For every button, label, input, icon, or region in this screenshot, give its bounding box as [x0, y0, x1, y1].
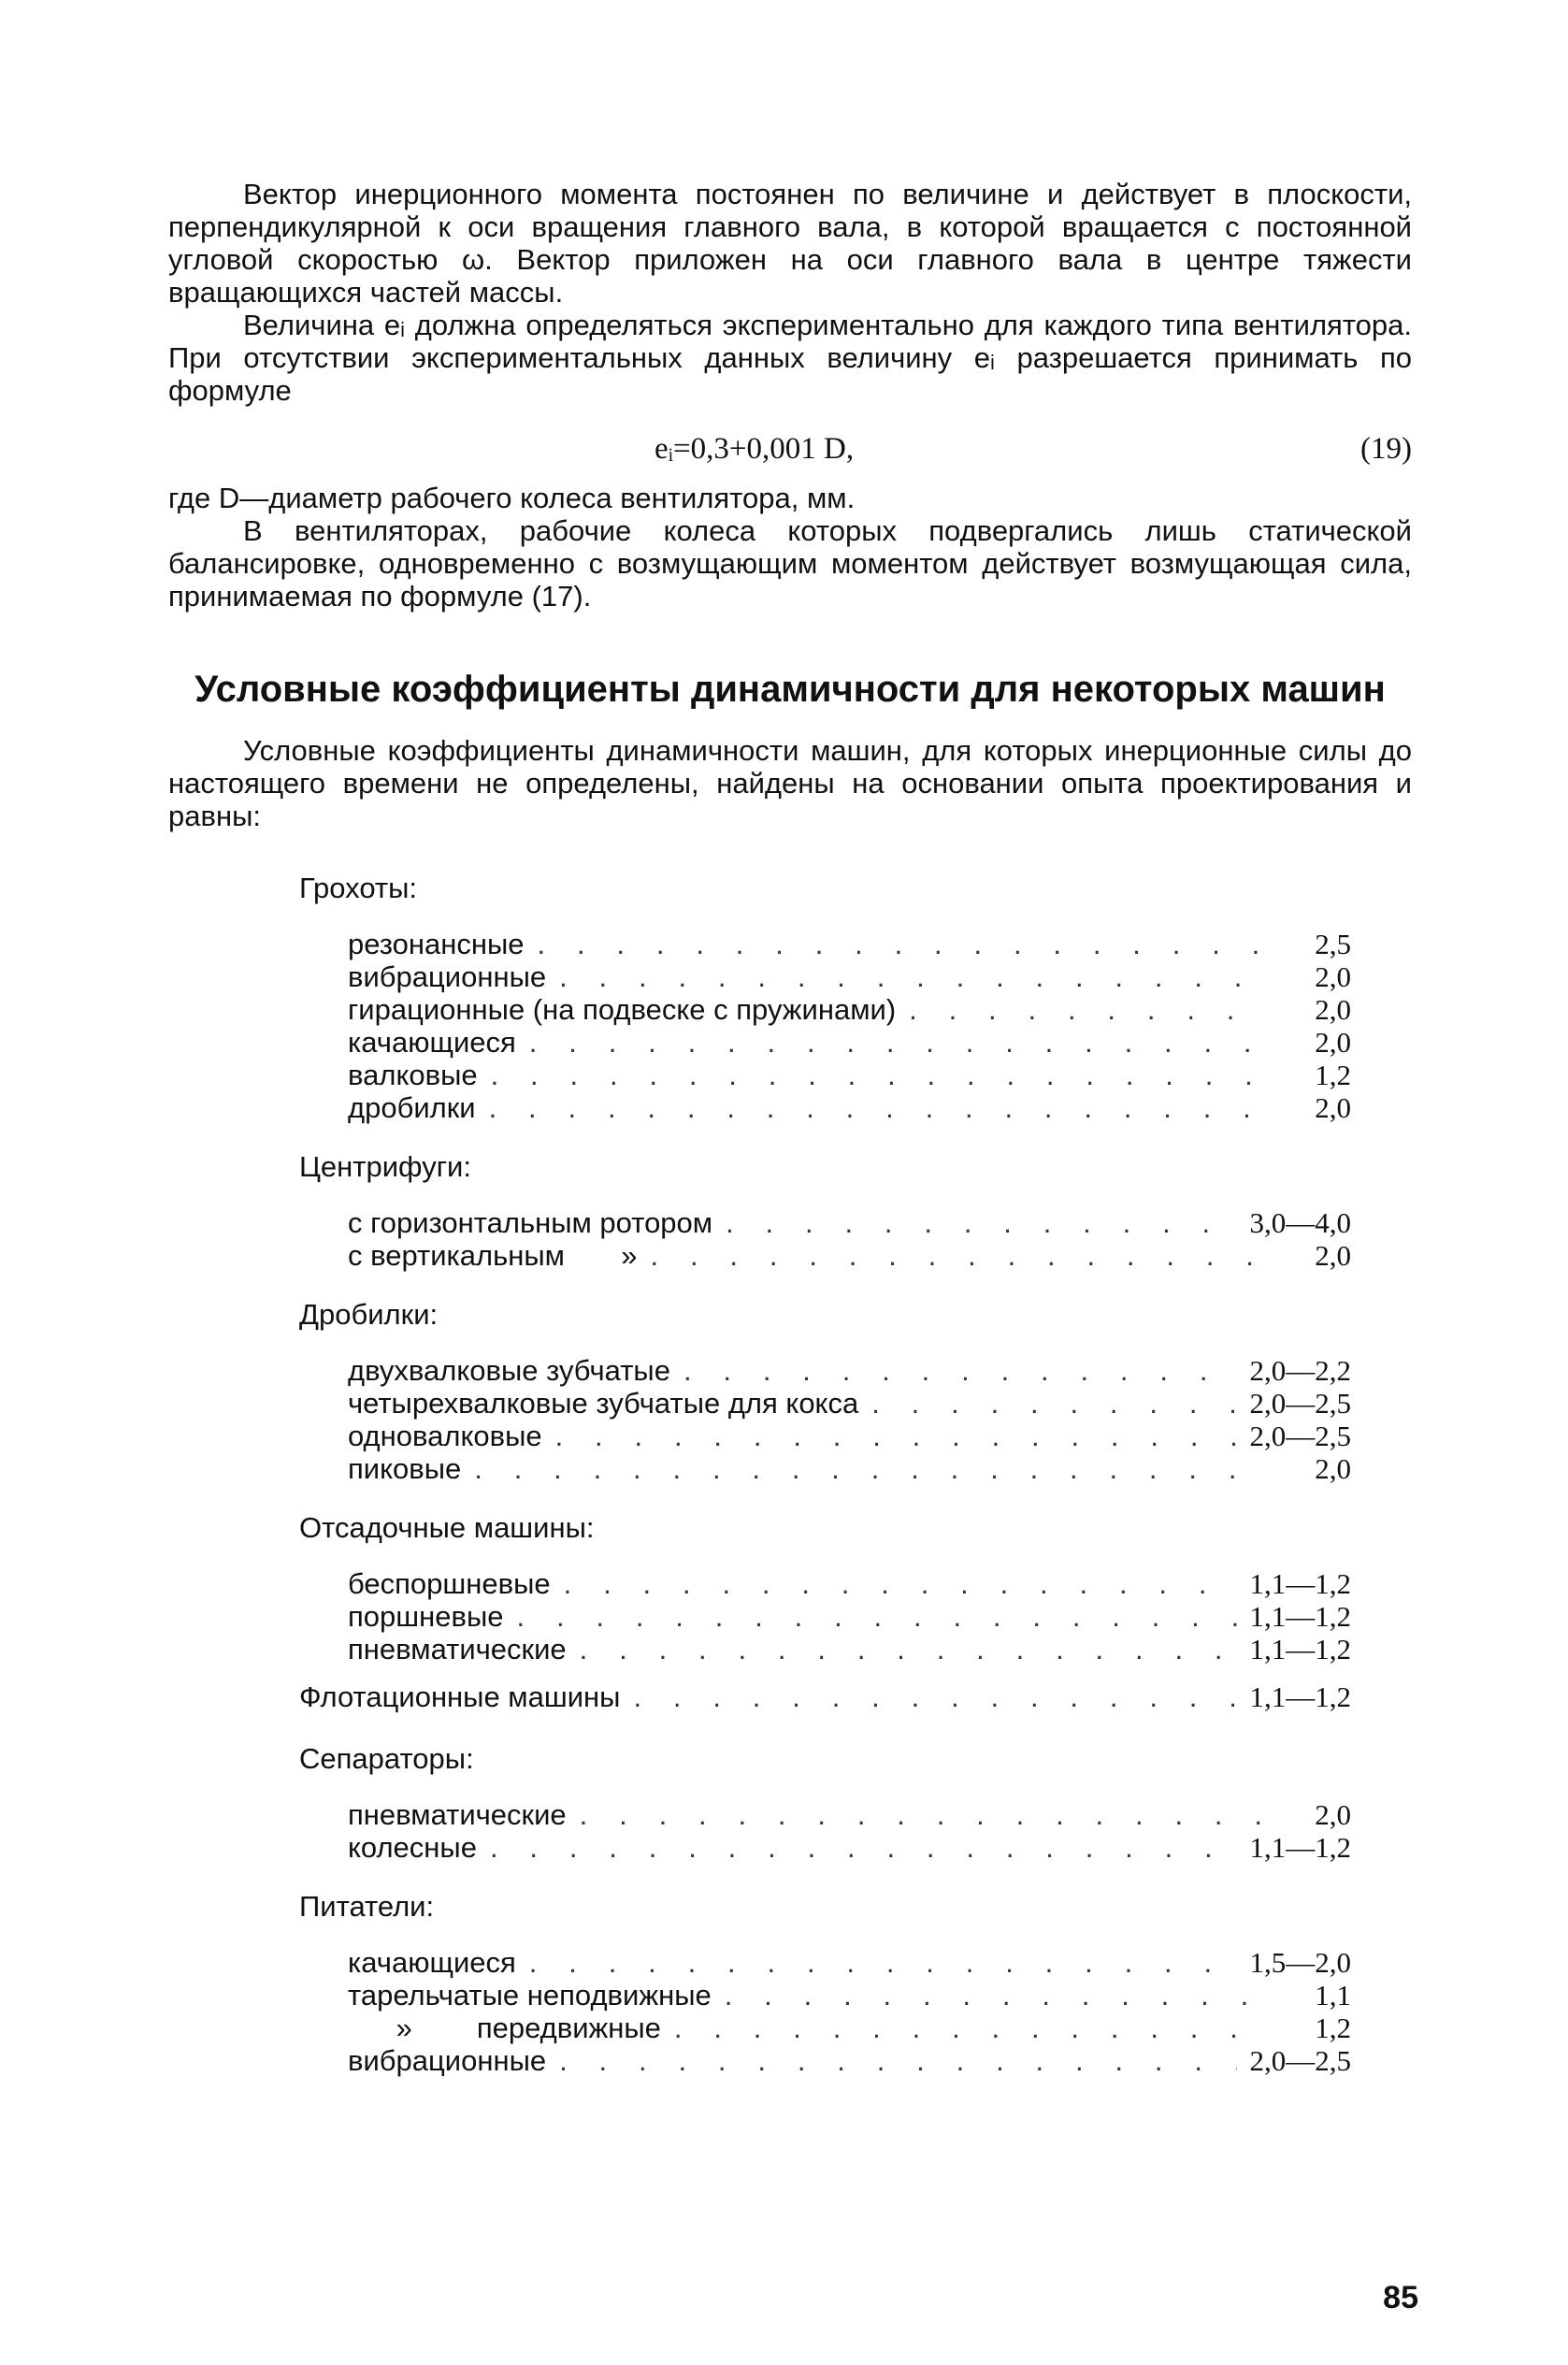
- item-value: 2,5: [1315, 928, 1351, 960]
- item-value: 1,1—1,2: [1249, 1680, 1351, 1713]
- item-value: 1,2: [1315, 2012, 1351, 2044]
- category-title-feeders: Питатели:: [299, 1890, 435, 1923]
- item-value: 2,0—2,5: [1249, 2044, 1351, 2077]
- item-name: вибрационные: [348, 2044, 547, 2077]
- dot-leader: [529, 1946, 1237, 1979]
- item-value: 3,0—4,0: [1249, 1206, 1351, 1239]
- paragraph-ei-value: Величина eᵢ должна определяться экспериментально для каждого типа вентилятора. При отсутствии экспериментальных данных величину eᵢ разрешается принимать по формуле: [168, 309, 1412, 407]
- item-name: поршневые: [348, 1600, 504, 1633]
- list-item: [348, 1600, 1351, 1633]
- item-value: 2,0—2,5: [1249, 1387, 1351, 1420]
- dot-leader: [683, 1354, 1237, 1387]
- item-name: пневматические: [348, 1798, 567, 1831]
- category-items-screens: [299, 928, 1351, 1124]
- item-value: 1,1—1,2: [1249, 1633, 1351, 1666]
- item-name: колесные: [348, 1831, 477, 1864]
- section-heading: Условные коэффициенты динамичности для некоторых машин: [194, 669, 1386, 710]
- formula-number: (19): [1360, 432, 1412, 466]
- item-name: беспоршневые: [348, 1567, 551, 1600]
- item-value: 2,0: [1315, 1091, 1351, 1124]
- dot-leader: [580, 1798, 1263, 1831]
- item-name: резонансные: [348, 928, 525, 960]
- list-item: [348, 960, 1351, 993]
- dot-leader: [490, 1831, 1237, 1864]
- item-name: одновалковые: [348, 1420, 542, 1452]
- list-item: [348, 1091, 1351, 1124]
- item-value: 2,0—2,2: [1249, 1354, 1351, 1387]
- category-title-jigs: Отсадочные машины:: [299, 1511, 595, 1544]
- dot-leader: [555, 1420, 1237, 1452]
- list-item: [348, 1567, 1351, 1600]
- dot-leader: [726, 1206, 1236, 1239]
- item-value: 2,0: [1315, 1798, 1351, 1831]
- list-item: [348, 1798, 1351, 1831]
- list-item: [348, 1239, 1351, 1272]
- item-value: 1,5—2,0: [1249, 1946, 1351, 1979]
- dot-leader: [489, 1091, 1263, 1124]
- formula-19: [168, 428, 1412, 469]
- paragraph-d-definition: где D—диаметр рабочего колеса вентилятора, мм.: [168, 482, 856, 514]
- intro-text-block: [168, 178, 1412, 407]
- dot-leader: [564, 1567, 1237, 1600]
- item-name: четырехвалковые зубчатые для кокса: [348, 1387, 859, 1420]
- item-name: двухвалковые зубчатые: [348, 1354, 670, 1387]
- item-name: пиковые: [348, 1452, 462, 1485]
- item-name: качающиеся: [348, 1946, 516, 1979]
- item-value: 1,2: [1315, 1059, 1351, 1091]
- list-item: [348, 1420, 1351, 1452]
- list-item: [348, 1354, 1351, 1387]
- category-title-crushers: Дробилки:: [299, 1298, 439, 1331]
- paragraph-static-balancing: В вентиляторах, рабочие колеса которых подвергались лишь статической балансировке, одновременно с возмущающим моментом действует возмущающая сила, принимаемая по формуле (17).: [168, 514, 1412, 613]
- category-items-centrifuges: [299, 1206, 1351, 1272]
- section-intro-block: [168, 734, 1412, 832]
- item-value: 2,0—2,5: [1249, 1420, 1351, 1452]
- flotation-row: [299, 1679, 1351, 1716]
- item-value: 2,0: [1315, 993, 1351, 1026]
- list-item: [348, 1026, 1351, 1059]
- item-value: 2,0: [1315, 1239, 1351, 1272]
- dot-leader: [559, 960, 1263, 993]
- item-value: 2,0: [1315, 960, 1351, 993]
- dot-leader: [651, 1239, 1263, 1272]
- list-item: [348, 1633, 1351, 1666]
- item-name: валковые: [348, 1059, 478, 1091]
- list-item: [348, 2044, 1351, 2077]
- list-item: [348, 1387, 1351, 1420]
- category-title-screens: Грохоты:: [299, 872, 417, 904]
- item-value: 2,0: [1315, 1026, 1351, 1059]
- item-name: пневматические: [348, 1633, 567, 1666]
- dot-leader: [538, 928, 1263, 960]
- item-value: 1,1—1,2: [1249, 1567, 1351, 1600]
- item-name: с вертикальным »: [348, 1239, 638, 1272]
- list-item: [348, 1831, 1351, 1864]
- dot-leader: [871, 1387, 1236, 1420]
- dot-leader: [674, 2012, 1263, 2044]
- item-name: » передвижные: [348, 2012, 661, 2044]
- category-items-separators: [299, 1798, 1351, 1864]
- category-items-feeders: [299, 1946, 1351, 2077]
- list-item: [348, 1059, 1351, 1091]
- category-title-centrifuges: Центрифуги:: [299, 1150, 471, 1183]
- dot-leader: [725, 1979, 1263, 2012]
- category-title-separators: Сепараторы:: [299, 1742, 474, 1775]
- category-items-crushers: [299, 1354, 1351, 1485]
- page-number: 85: [1383, 2280, 1418, 2315]
- item-name: гирационные (на подвеске с пружинами): [348, 993, 897, 1026]
- list-item: [348, 2012, 1351, 2044]
- list-item: [348, 1206, 1351, 1239]
- list-item: [348, 1946, 1351, 1979]
- item-name: вибрационные: [348, 960, 547, 993]
- coefficients-list: [299, 870, 1351, 2101]
- list-item: [348, 1452, 1351, 1485]
- item-name: дробилки: [348, 1091, 476, 1124]
- item-name: с горизонтальным ротором: [348, 1206, 713, 1239]
- paragraph-inertia-vector: Вектор инерционного момента постоянен по величине и действует в плоскости, перпендикулярной к оси вращения главного вала, в которой вращается с постоянной угловой скоростью ω. Вектор приложен на оси главного вала в центре тяжести вращающихся частей массы.: [168, 178, 1412, 309]
- item-value: 1,1—1,2: [1249, 1831, 1351, 1864]
- list-item: [348, 928, 1351, 960]
- dot-leader: [529, 1026, 1263, 1059]
- item-name: качающиеся: [348, 1026, 516, 1059]
- category-items-jigs: [299, 1567, 1351, 1666]
- dot-leader: [559, 2044, 1236, 2077]
- item-value: 1,1: [1315, 1979, 1351, 2012]
- dot-leader: [580, 1633, 1237, 1666]
- formula-expression: eᵢ=0,3+0,001 D,: [655, 432, 855, 466]
- list-item: [348, 993, 1351, 1026]
- dot-leader: [909, 993, 1263, 1026]
- dot-leader: [633, 1679, 1236, 1716]
- dot-leader: [491, 1059, 1263, 1091]
- item-value: 1,1—1,2: [1249, 1600, 1351, 1633]
- dot-leader: [474, 1452, 1263, 1485]
- item-value: 2,0: [1315, 1452, 1351, 1485]
- paragraph-coefficients-intro: Условные коэффициенты динамичности машин, для которых инерционные силы до настоящего времени не определены, найдены на основании опыта проектирования и равны:: [168, 734, 1412, 832]
- dot-leader: [517, 1600, 1237, 1633]
- list-item: [348, 1979, 1351, 2012]
- category-title-flotation: Флотационные машины: [299, 1680, 621, 1713]
- item-name: тарельчатые неподвижные: [348, 1979, 712, 2012]
- after-formula-text-block: [168, 482, 1412, 613]
